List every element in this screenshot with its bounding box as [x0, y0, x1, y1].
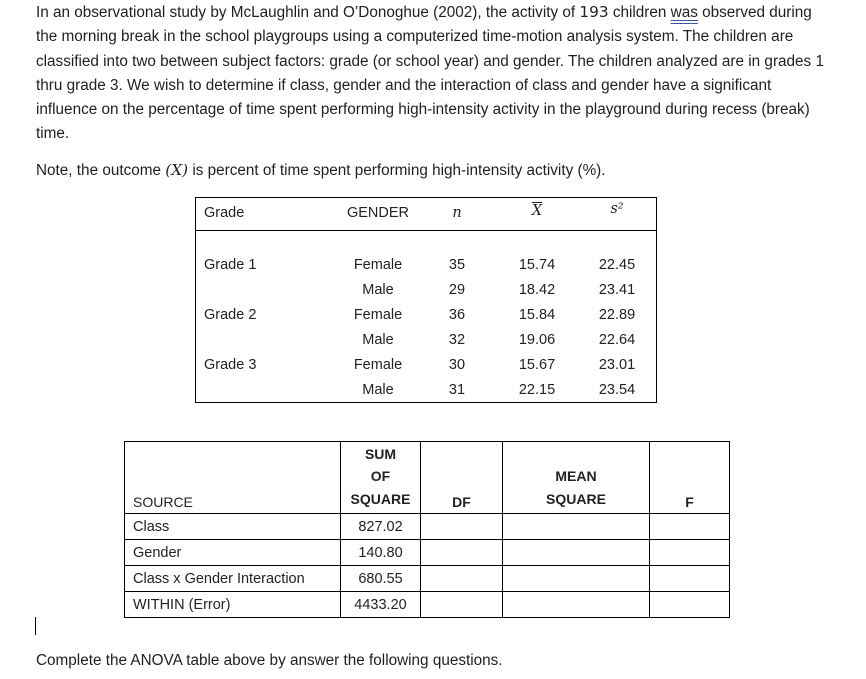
df-cell[interactable]	[421, 540, 503, 566]
header-gender: GENDER	[346, 205, 410, 221]
row-mean: 15.84	[518, 307, 556, 323]
df-cell[interactable]	[421, 514, 503, 540]
row-mean: 15.74	[518, 257, 556, 273]
header-sum-of-square	[341, 442, 421, 514]
row-variance: 22.45	[598, 257, 636, 273]
row-gender: Female	[353, 257, 403, 273]
descriptive-header-row	[196, 198, 656, 231]
ms-cell[interactable]	[503, 514, 650, 540]
ms-cell[interactable]	[503, 592, 650, 618]
anova-header-row	[125, 442, 730, 514]
note-text-b: is percent of time spent performing high-intensity activity (%).	[188, 162, 606, 179]
header-ms-line1: MEAN	[555, 468, 597, 484]
df-cell[interactable]	[421, 592, 503, 618]
ss-cell: 140.80	[341, 540, 421, 566]
f-cell[interactable]	[650, 514, 730, 540]
source-cell: Class	[125, 514, 341, 540]
ss-cell: 827.02	[341, 514, 421, 540]
note-text-a: Note, the outcome	[36, 162, 166, 179]
intro-paragraph	[36, 0, 826, 147]
df-cell[interactable]	[421, 566, 503, 592]
header-ms-line2: SQUARE	[546, 490, 606, 507]
header-ss-line3: SQUARE	[350, 490, 411, 507]
f-cell[interactable]	[650, 592, 730, 618]
footer-instruction: Complete the ANOVA table above by answer the following questions.	[36, 652, 503, 669]
row-n: 30	[448, 357, 466, 373]
row-mean: 22.15	[518, 382, 556, 398]
table-row	[125, 540, 730, 566]
ss-cell: 4433.20	[341, 592, 421, 618]
header-source: SOURCE	[125, 442, 341, 514]
source-cell: WITHIN (Error)	[125, 592, 341, 618]
row-grade: Grade 2	[204, 307, 257, 323]
row-grade: Grade 3	[204, 357, 257, 373]
table-row	[125, 514, 730, 540]
spellcheck-word: was	[670, 4, 698, 21]
f-cell[interactable]	[650, 540, 730, 566]
row-grade: Grade 1	[204, 257, 257, 273]
header-mean-square	[503, 442, 650, 514]
f-cell[interactable]	[650, 566, 730, 592]
row-variance: 22.89	[598, 307, 636, 323]
text-cursor	[35, 617, 36, 635]
header-f: F	[650, 442, 730, 514]
row-mean: 18.42	[518, 282, 556, 298]
header-ss-line2: OF	[370, 468, 391, 484]
row-mean: 15.67	[518, 357, 556, 373]
header-n: n	[452, 205, 462, 221]
row-gender: Female	[353, 357, 403, 373]
table-row	[125, 592, 730, 618]
note-paragraph	[36, 158, 826, 183]
row-variance: 23.01	[598, 357, 636, 373]
descriptive-stats-table	[195, 197, 657, 403]
children-count: 193	[579, 3, 609, 21]
row-variance: 23.41	[598, 282, 636, 298]
table-row	[125, 566, 730, 592]
intro-text-rest: observed during the morning break in the school playgroups using a computerized time-motion analysis system. The children are classified into two between subject factors: grade (or school year) and gender. The children analyzed are in grades 1 thru grade 3. We wish to determine if class, gender and the interaction of class and gender have a significant influence on the percentage of time spent performing high-intensity activity in the playground during recess (break) time.	[36, 4, 824, 143]
row-n: 32	[448, 332, 466, 348]
ms-cell[interactable]	[503, 540, 650, 566]
row-n: 35	[448, 257, 466, 273]
intro-text-b: children	[608, 4, 671, 21]
header-variance: s²	[610, 201, 624, 217]
ss-cell: 680.55	[341, 566, 421, 592]
header-df: DF	[421, 442, 503, 514]
row-gender: Female	[353, 307, 403, 323]
row-gender: Male	[362, 332, 394, 348]
row-mean: 19.06	[518, 332, 556, 348]
row-n: 29	[448, 282, 466, 298]
intro-text-a: In an observational study by McLaughlin and O’Donoghue (2002), the activity of	[36, 4, 580, 21]
row-n: 36	[448, 307, 466, 323]
row-gender: Male	[362, 282, 394, 298]
row-variance: 22.64	[598, 332, 636, 348]
anova-table	[124, 441, 730, 618]
row-variance: 23.54	[598, 382, 636, 398]
header-ss-line1: SUM	[364, 445, 397, 462]
row-gender: Male	[362, 382, 394, 398]
header-grade: Grade	[204, 205, 245, 221]
ms-cell[interactable]	[503, 566, 650, 592]
header-xbar: $\overline{X}$	[531, 203, 543, 219]
outcome-variable: (X)	[165, 161, 189, 179]
source-cell: Gender	[125, 540, 341, 566]
source-cell: Class x Gender Interaction	[125, 566, 341, 592]
row-n: 31	[448, 382, 466, 398]
